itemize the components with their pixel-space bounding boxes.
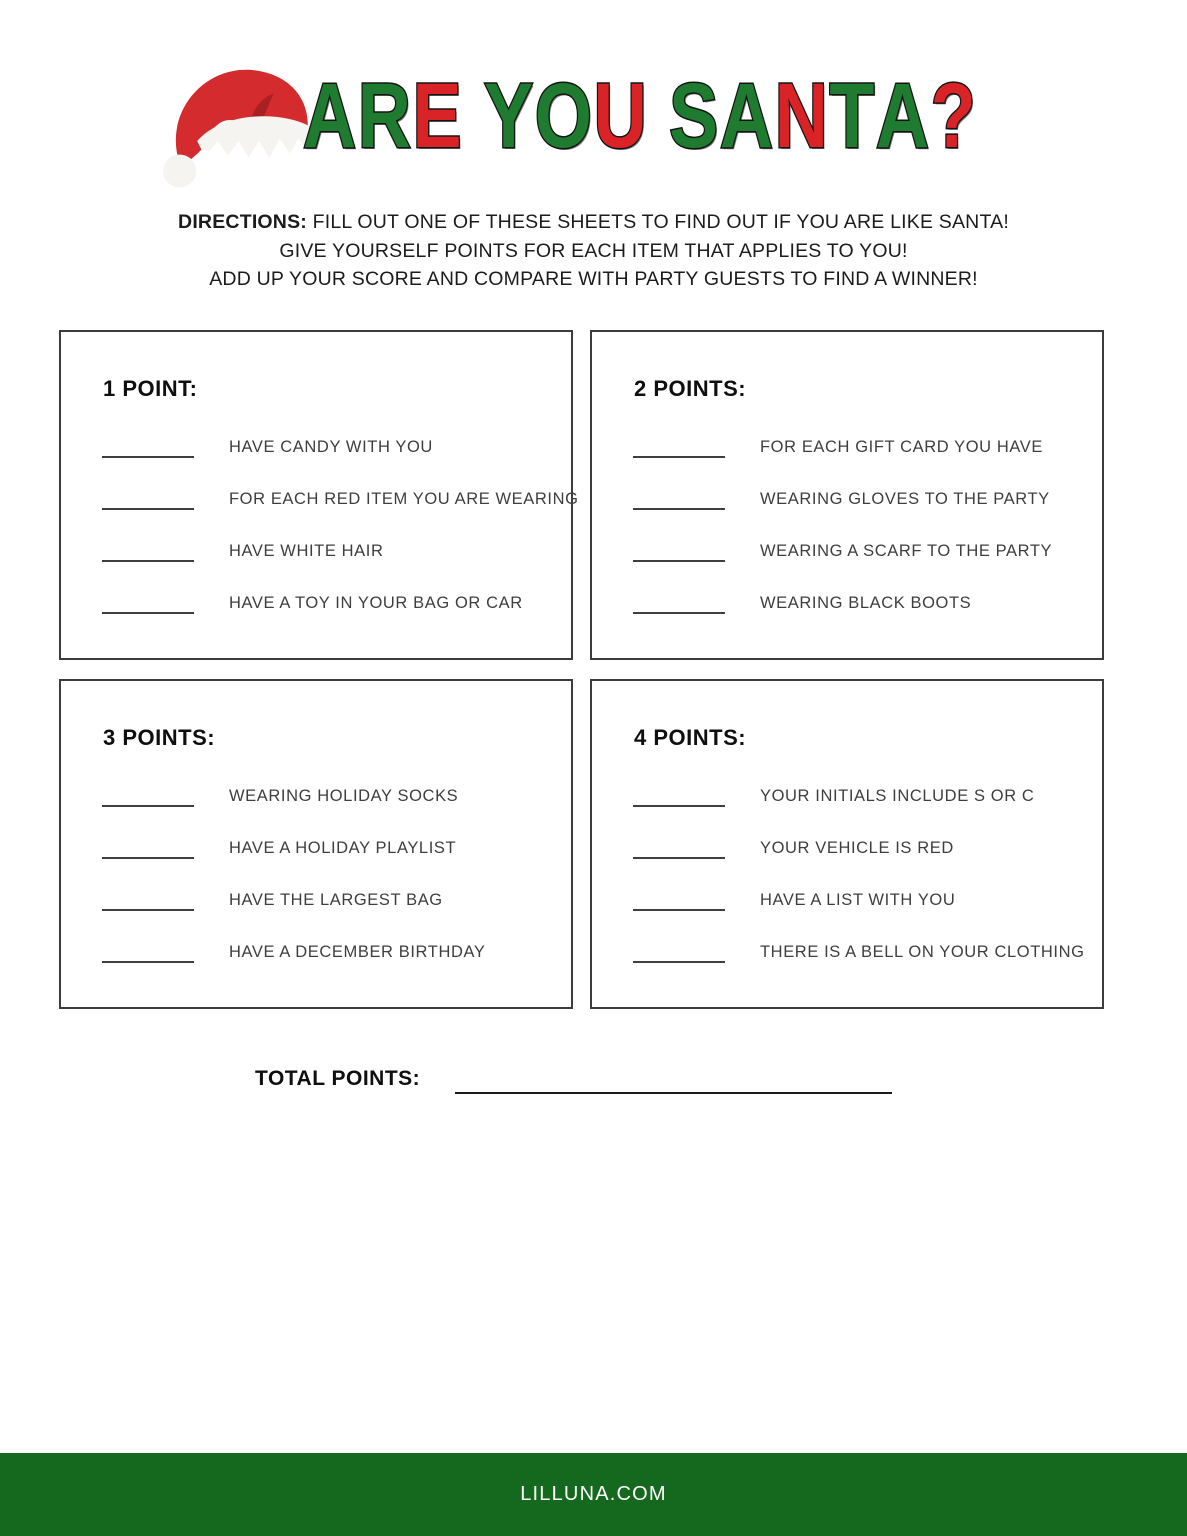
title-letter: E — [412, 65, 464, 167]
item-label: HAVE A HOLIDAY PLAYLIST — [229, 839, 457, 857]
page-title — [303, 66, 977, 166]
item-row — [592, 755, 1102, 807]
points-box-4-items — [592, 755, 1102, 963]
title-letter: S — [669, 65, 720, 167]
item-row — [592, 510, 1102, 562]
item-label: YOUR INITIALS INCLUDE S OR C — [760, 787, 1035, 805]
directions-line-1: DIRECTIONS: FILL OUT ONE OF THESE SHEETS TO FIND OUT IF YOU ARE LIKE SANTA! — [178, 211, 1009, 233]
item-row — [61, 755, 571, 807]
title-letter: N — [774, 65, 830, 167]
item-row — [61, 406, 571, 458]
answer-blank[interactable] — [633, 488, 725, 510]
points-box-3-items — [61, 755, 571, 963]
item-row — [61, 807, 571, 859]
title-letter: Y — [484, 65, 535, 167]
item-row — [592, 406, 1102, 458]
item-label: HAVE CANDY WITH YOU — [229, 438, 433, 456]
item-label: YOUR VEHICLE IS RED — [760, 839, 954, 857]
title-letter: A — [303, 65, 358, 167]
answer-blank[interactable] — [102, 837, 194, 859]
item-row — [592, 859, 1102, 911]
title-letter: A — [719, 65, 775, 167]
answer-blank[interactable] — [102, 941, 194, 963]
item-row — [61, 859, 571, 911]
title-letter: U — [593, 65, 649, 167]
points-box-2 — [590, 330, 1104, 660]
item-label: FOR EACH GIFT CARD YOU HAVE — [760, 438, 1043, 456]
footer-site-text: LILLUNA.COM — [520, 1483, 667, 1505]
item-row — [61, 458, 579, 510]
item-label: WEARING BLACK BOOTS — [760, 594, 972, 612]
item-label: WEARING HOLIDAY SOCKS — [229, 787, 459, 805]
title-letter: T — [829, 65, 876, 167]
footer — [0, 1453, 1187, 1536]
title-letter: R — [357, 65, 413, 167]
directions-line-2: GIVE YOURSELF POINTS FOR EACH ITEM THAT APPLIES TO YOU! — [279, 239, 908, 262]
item-label: HAVE A TOY IN YOUR BAG OR CAR — [229, 594, 523, 612]
total-points-blank[interactable] — [455, 1062, 892, 1094]
item-row — [592, 911, 1102, 963]
points-box-4 — [590, 679, 1104, 1009]
directions-text — [0, 208, 1187, 294]
item-label: HAVE A LIST WITH YOU — [760, 891, 956, 909]
item-row — [592, 562, 1102, 614]
points-box-4-heading: 4 POINTS: — [634, 725, 747, 750]
answer-blank[interactable] — [633, 941, 725, 963]
item-label: HAVE WHITE HAIR — [229, 542, 384, 560]
answer-blank[interactable] — [633, 837, 725, 859]
points-box-3 — [59, 679, 573, 1009]
item-row — [61, 562, 571, 614]
item-label: WEARING GLOVES TO THE PARTY — [760, 490, 1050, 508]
total-points-row — [255, 1062, 892, 1094]
item-label: WEARING A SCARF TO THE PARTY — [760, 542, 1053, 560]
answer-blank[interactable] — [102, 592, 194, 614]
answer-blank[interactable] — [102, 488, 194, 510]
item-row — [592, 807, 1102, 859]
answer-blank[interactable] — [633, 889, 725, 911]
item-label: THERE IS A BELL ON YOUR CLOTHING — [760, 943, 1085, 961]
item-row — [61, 911, 571, 963]
title-letter: ? — [930, 65, 978, 167]
item-label: FOR EACH RED ITEM YOU ARE WEARING — [229, 490, 579, 508]
answer-blank[interactable] — [102, 785, 194, 807]
directions-line-3: ADD UP YOUR SCORE AND COMPARE WITH PARTY GUESTS TO FIND A WINNER! — [209, 268, 978, 290]
answer-blank[interactable] — [633, 540, 725, 562]
points-box-2-items — [592, 406, 1102, 614]
answer-blank[interactable] — [102, 436, 194, 458]
answer-blank[interactable] — [633, 785, 725, 807]
points-box-1-heading: 1 POINT: — [103, 376, 198, 401]
directions-label: DIRECTIONS: — [178, 211, 307, 233]
item-label: HAVE THE LARGEST BAG — [229, 891, 443, 909]
answer-blank[interactable] — [633, 592, 725, 614]
title-letter: A — [875, 65, 931, 167]
title-letter: O — [534, 65, 594, 167]
santa-hat-icon — [158, 50, 323, 195]
answer-blank[interactable] — [102, 889, 194, 911]
item-row — [61, 510, 571, 562]
total-points-label: TOTAL POINTS: — [255, 1067, 421, 1090]
points-box-1-items — [61, 406, 579, 614]
answer-blank[interactable] — [102, 540, 194, 562]
answer-blank[interactable] — [633, 436, 725, 458]
points-box-3-heading: 3 POINTS: — [103, 725, 216, 750]
item-label: HAVE A DECEMBER BIRTHDAY — [229, 943, 486, 961]
item-row — [592, 458, 1102, 510]
points-box-1 — [59, 330, 579, 660]
points-box-2-heading: 2 POINTS: — [634, 376, 747, 401]
